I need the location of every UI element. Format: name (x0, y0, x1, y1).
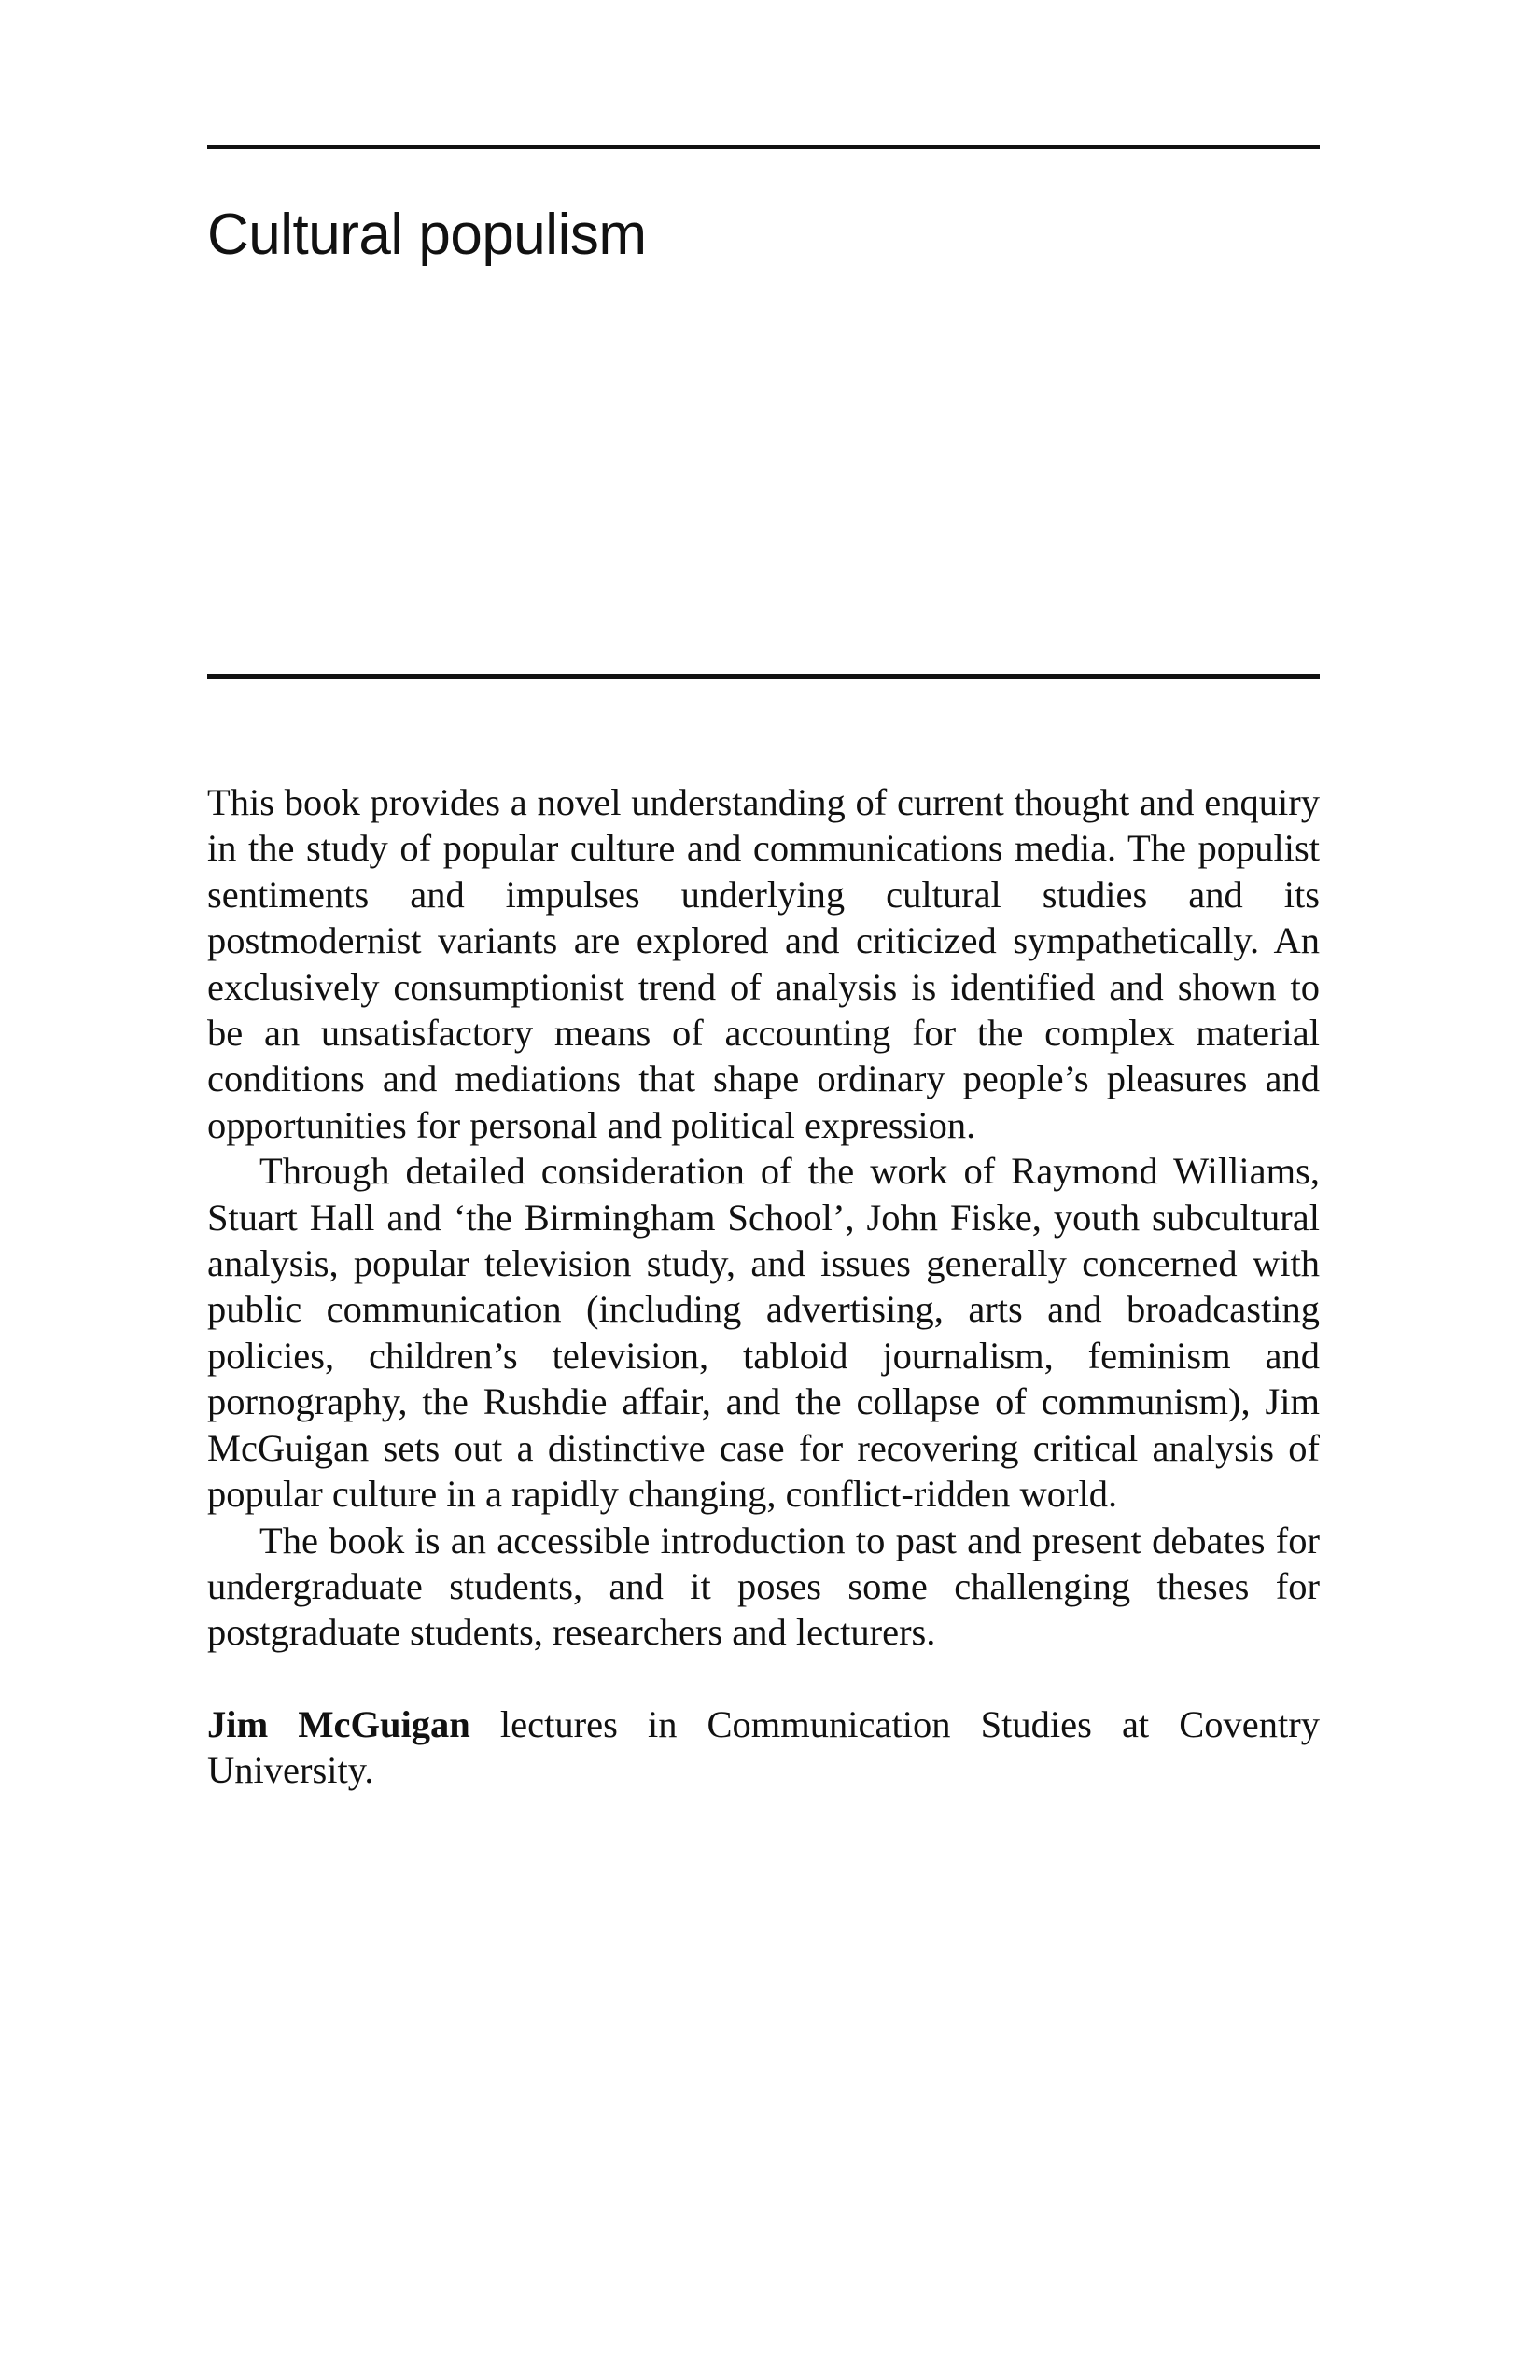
blurb-paragraph-2: Through detailed consideration of the work of Raymond Williams, Stuart Hall and ‘the Birmingham School’, John Fiske, youth subcultural analysis, popular television study, and issues generally concerned with public communication (including advertising, arts and broadcasting policies, children’s television, tabloid journalism, feminism and pornography, the Rushdie affair, and the collapse of communism), Jim McGuigan sets out a distinctive case for recovering critical analysis of popular culture in a rapidly changing, conflict-ridden world. (207, 1150, 1320, 1516)
top-rule (207, 145, 1320, 149)
author-description: lectures in Communication Studies at Coventry University. (207, 1702, 1320, 1792)
blurb-paragraph-3: The book is an accessible introduction to past and present debates for undergraduate students, and it poses some challenging theses for postgraduate students, researchers and lecturers. (207, 1519, 1320, 1654)
author-name: Jim McGuigan (207, 1702, 470, 1745)
middle-rule (207, 674, 1320, 679)
author-note (207, 1701, 1320, 1794)
page-title: Cultural populism (207, 203, 647, 267)
blurb-text (207, 779, 1320, 1794)
blurb-paragraph-1: This book provides a novel understanding of current thought and enquiry in the study of popular culture and communications media. The populist sentiments and impulses underlying cultural studies and its postmodernist variants are explored and criticized sympathetically. An exclusively consumptionist trend of analysis is identified and shown to be an unsatisfactory means of accounting for the complex material conditions and mediations that shape ordinary people’s pleasures and opportunities for personal and political expression. (207, 781, 1320, 1146)
